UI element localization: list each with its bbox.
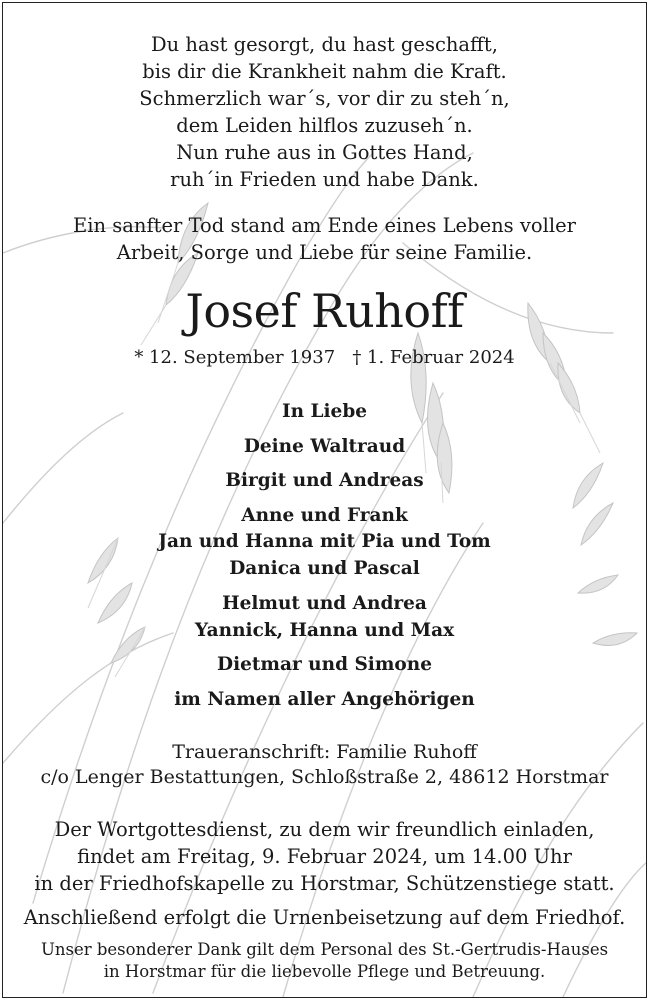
deceased-name: Josef Ruhoff: [185, 284, 464, 338]
address-line: Traueranschrift: Familie Ruhoff: [172, 741, 477, 763]
mourner-line: Birgit und Andreas: [225, 470, 424, 491]
thanks-line: in Horstmar für die liebevolle Pflege und Betreuung.: [103, 962, 546, 981]
intro-line: Arbeit, Sorge und Liebe für seine Familie.: [116, 241, 533, 264]
poem-line: Nun ruhe aus in Gottes Hand,: [176, 141, 473, 164]
mourner-line: Dietmar und Simone: [217, 654, 432, 675]
mourner-closing: im Namen aller Angehörigen: [174, 689, 475, 710]
mourner-line: Deine Waltraud: [243, 436, 406, 457]
obituary-notice: [2, 2, 647, 998]
poem-line: Du hast gesorgt, du hast geschafft,: [151, 33, 498, 56]
mourner-line: In Liebe: [281, 401, 368, 422]
mourner-line: Jan und Hanna mit Pia und Tom: [158, 531, 491, 552]
service-line: Anschließend erfolgt die Urnenbeisetzung auf dem Friedhof.: [23, 906, 626, 929]
service-line: Der Wortgottesdienst, zu dem wir freundlich einladen,: [54, 818, 595, 841]
poem-line: ruh´in Frieden und habe Dank.: [170, 168, 479, 191]
poem-line: dem Leiden hilflos zuzuseh´n.: [176, 114, 473, 137]
mourner-line: Anne und Frank: [241, 505, 408, 526]
mourner-line: Yannick, Hanna und Max: [194, 620, 455, 641]
poem-line: bis dir die Krankheit nahm die Kraft.: [142, 60, 507, 83]
thanks-line: Unser besonderer Dank gilt dem Personal des St.-Gertrudis-Hauses: [40, 940, 609, 959]
mourner-line: Danica und Pascal: [229, 558, 420, 579]
service-line: in der Friedhofskapelle zu Horstmar, Schützenstiege statt.: [34, 872, 615, 895]
service-line: findet am Freitag, 9. Februar 2024, um 14.00 Uhr: [77, 845, 572, 868]
address-line: c/o Lenger Bestattungen, Schloßstraße 2, 48612 Horstmar: [40, 766, 609, 788]
life-dates: * 12. September 1937 † 1. Februar 2024: [134, 347, 515, 368]
poem-line: Schmerzlich war´s, vor dir zu steh´n,: [139, 87, 510, 110]
intro-line: Ein sanfter Tod stand am Ende eines Lebens voller: [73, 214, 576, 237]
mourner-line: Helmut und Andrea: [222, 593, 427, 614]
